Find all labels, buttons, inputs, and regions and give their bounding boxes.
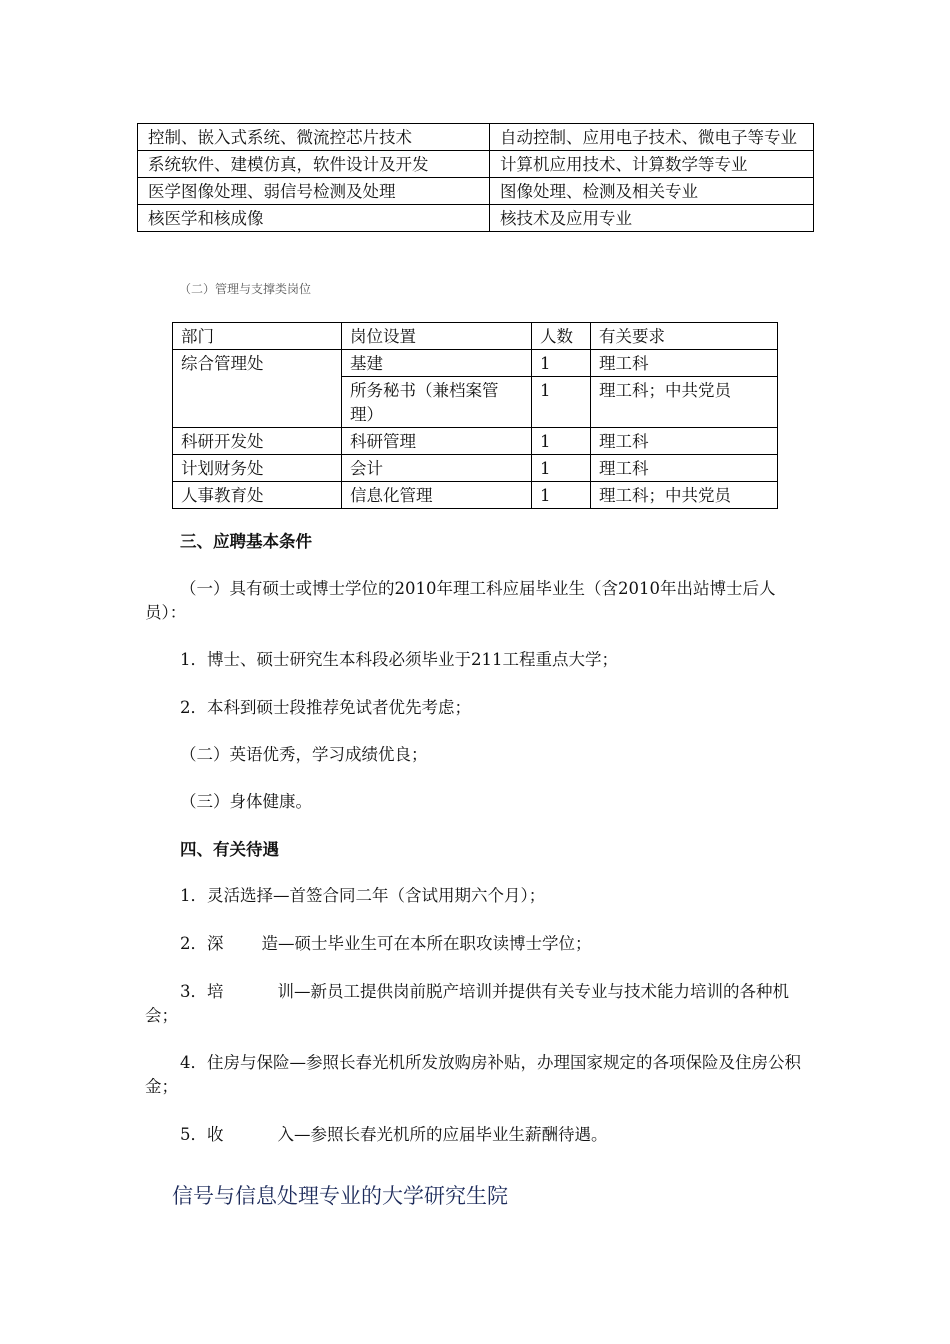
table-cell: 人事教育处: [173, 482, 342, 509]
column-header: 岗位设置: [342, 323, 532, 350]
table-cell: 1: [532, 455, 591, 482]
benefit-item-text: 训—新员工提供岗前脱产培训并提供有关专业与技术能力培训的各种机会；: [145, 982, 789, 1025]
table-row: [138, 205, 814, 232]
table-row: [138, 124, 814, 151]
table-cell: 计算机应用技术、计算数学等专业: [490, 151, 814, 178]
table-header-row: [173, 323, 778, 350]
benefit-item-lead: 3．培: [180, 982, 224, 1001]
table-cell: 系统软件、建模仿真，软件设计及开发: [138, 151, 490, 178]
table-cell: 基建: [342, 350, 532, 377]
table-row: [138, 151, 814, 178]
table-cell: 理工科；中共党员: [591, 482, 778, 509]
section3-paragraph: （一）具有硕士或博士学位的2010年理工科应届毕业生（含2010年出站博士后人员）：: [145, 579, 776, 622]
column-header: 人数: [532, 323, 591, 350]
table-cell: 1: [532, 428, 591, 455]
table-row: [173, 482, 778, 509]
table-cell: 科研开发处: [173, 428, 342, 455]
management-section-heading: （二）管理与支撑类岗位: [179, 282, 312, 296]
table-cell: 所务秘书（兼档案管理）: [342, 377, 532, 428]
benefit-item: [145, 980, 807, 1028]
benefit-item: 4．住房与保险—参照长春光机所发放购房补贴，办理国家规定的各项保险及住房公积金；: [145, 1053, 801, 1096]
table-cell: 图像处理、检测及相关专业: [490, 178, 814, 205]
table-cell: 信息化管理: [342, 482, 532, 509]
table-cell: 会计: [342, 455, 532, 482]
table-cell: 综合管理处: [173, 350, 342, 428]
table-cell: 理工科: [591, 428, 778, 455]
page-title: 信号与信息处理专业的大学研究生院: [172, 1184, 508, 1208]
table-cell: 科研管理: [342, 428, 532, 455]
benefit-item-lead: 2．深: [180, 934, 224, 953]
table-cell: 控制、嵌入式系统、微流控芯片技术: [138, 124, 490, 151]
section3-paragraph: （三）身体健康。: [180, 792, 312, 811]
section3-paragraph: 1．博士、硕士研究生本科段必须毕业于211工程重点大学；: [180, 650, 618, 669]
table-row: [173, 455, 778, 482]
table-cell: 核医学和核成像: [138, 205, 490, 232]
benefit-item: 1．灵活选择—首签合同二年（含试用期六个月）；: [180, 886, 546, 905]
table-cell: 核技术及应用专业: [490, 205, 814, 232]
benefit-item-lead: 5．收: [180, 1125, 224, 1144]
table-cell: 自动控制、应用电子技术、微电子等专业: [490, 124, 814, 151]
table-cell: 1: [532, 482, 591, 509]
table-cell: 1: [532, 377, 591, 428]
column-header: 部门: [173, 323, 342, 350]
section4-title: 四、有关待遇: [180, 840, 279, 859]
management-positions-table: [172, 322, 778, 509]
table-cell: 计划财务处: [173, 455, 342, 482]
table-cell: 理工科；中共党员: [591, 377, 778, 428]
table-cell: 1: [532, 350, 591, 377]
section3-title: 三、应聘基本条件: [180, 532, 312, 551]
benefit-item-text: 入—参照长春光机所的应届毕业生薪酬待遇。: [277, 1125, 608, 1144]
table-cell: 理工科: [591, 350, 778, 377]
table-row: [173, 428, 778, 455]
research-positions-table: [137, 123, 814, 232]
table-row: [138, 178, 814, 205]
table-cell: 理工科: [591, 455, 778, 482]
section3-paragraph: （二）英语优秀，学习成绩优良；: [180, 745, 428, 764]
section3-paragraph: 2．本科到硕士段推荐免试者优先考虑；: [180, 698, 471, 717]
benefit-item: [145, 932, 807, 956]
benefit-item-text: 造—硕士毕业生可在本所在职攻读博士学位；: [261, 934, 592, 953]
column-header: 有关要求: [591, 323, 778, 350]
table-cell: 医学图像处理、弱信号检测及处理: [138, 178, 490, 205]
benefit-item: [145, 1123, 807, 1147]
table-row: [173, 350, 778, 377]
